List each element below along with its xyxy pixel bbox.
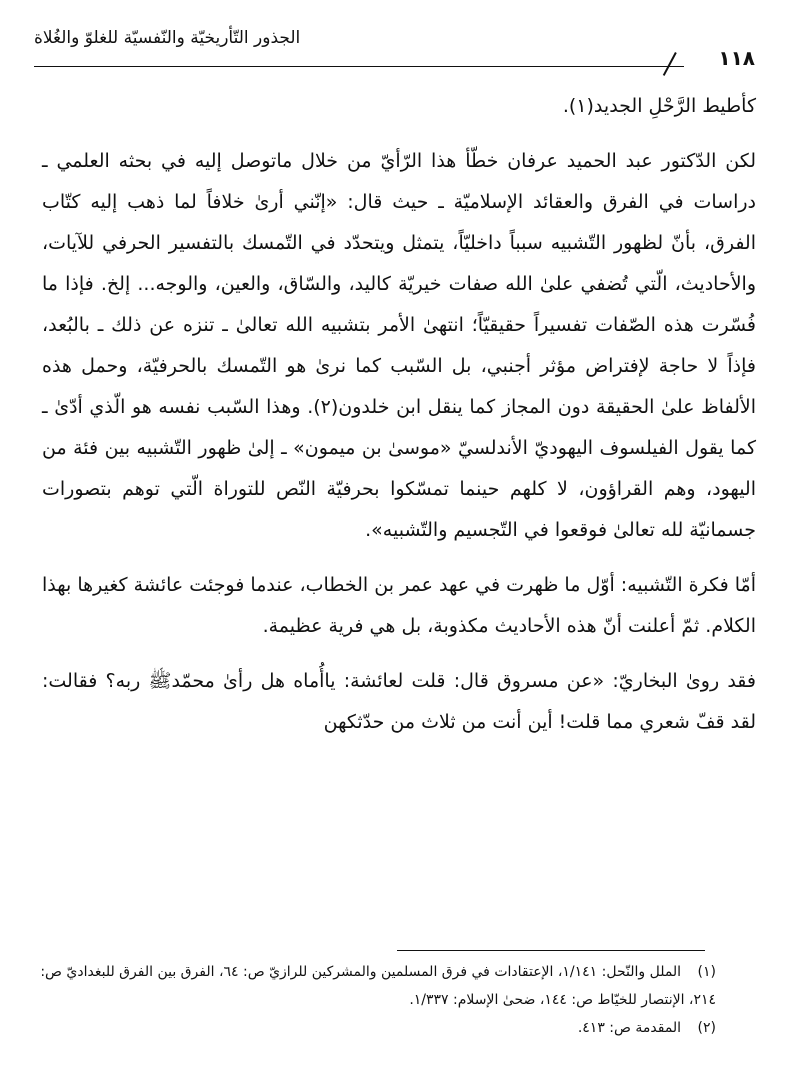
paragraph: كأطيط الرَّحْلِ الجديد(١).	[562, 95, 756, 117]
footnote-text: الملل والنّحل: ١/١٤١، الإعتقادات في فرق المسلمين والمشركين للرازيّ ص: ٦٤، الفرق بين الفرق للبغداديّ ص: ٢١٤، الإنتصار للخيّاط ص: ١٤٤، ضحىٰ الإسلام: ١/٣٣٧.	[40, 964, 716, 1008]
paragraph: أمّا فكرة التّشبيه: أوّل ما ظهرت في عهد عمر بن الخطاب، عندما فوجئت عائشة كغيرها بهذا الكلام. ثمّ أعلنت أنّ هذه الأحاديث مكذوبة، بل هي فرية عظيمة.	[42, 574, 756, 637]
page-number-slash	[663, 52, 677, 76]
paragraph: لكن الدّكتور عبد الحميد عرفان خطّأ هذا الرّأيّ من خلال ماتوصل إليه في بحثه العلمي ـ دراسات في الفرق والعقائد الإسلاميّة ـ حيث قال: «إنّني أرىٰ خلافاً لما ذهب إليه كتّاب الفرق، بأنّ لظهور التّشبيه سبباً داخليّاً، يتمثل ويتحدّد في التّمسك بالتفسير الحرفي للآيات، والأحاديث، الّتي تُضفي علىٰ الله صفات خيريّة كاليد، والسّاق، والعين، والوجه... إلخ. فإذا ما فُسّرت هذه الصّفات تفسيراً حقيقيّاً؛ انتهىٰ الأمر بتشبيه الله تعالىٰ ـ تنزه عن ذلك ـ بالبُعد، فإذاً لا حاجة لإفتراض مؤثر أجنبي، بل السّبب كما نرىٰ هو التّمسك بالحرفيّة، وحمل هذه الألفاظ علىٰ الحقيقة دون المجاز كما ينقل ابن خلدون(٢). وهذا السّبب نفسه هو الّذي أدّىٰ ـ كما يقول الفيلسوف اليهوديّ الأندلسيّ «موسىٰ بن ميمون» ـ إلىٰ ظهور التّشبيه بين فئة من اليهود، وهم القراؤون، لا كلهم حينما تمسّكوا بحرفيّة النّص للتوراة الّتي توهم بتصورات جسمانيّة لله تعالىٰ فوقعوا في التّجسيم والتّشبيه».	[42, 150, 757, 541]
footnote-rule	[397, 950, 705, 951]
footnote-text: المقدمة ص: ٤١٣.	[577, 1020, 682, 1036]
header-rule	[34, 66, 684, 67]
footnote-marker: (٢)	[697, 1020, 716, 1036]
footnote	[40, 1014, 716, 1042]
page-number-box	[669, 46, 759, 70]
page-header	[34, 22, 759, 70]
running-title: الجذور التّأريخيّة والنّفسيّة للغلوّ والغُلاة	[34, 28, 301, 48]
body-text	[42, 86, 756, 757]
paragraph: فقد روىٰ البخاريّ: «عن مسروق قال: قلت لعائشة: ياأُماه هل رأىٰ محمّدﷺ ربه؟ فقالت: لقد قفّ شعري مما قلت! أين أنت من ثلاث من حدّثكهن	[42, 670, 756, 733]
footnote-marker: (١)	[697, 964, 716, 980]
page-number: ١١٨	[718, 46, 755, 70]
footnote	[40, 958, 716, 1014]
footnotes	[40, 958, 716, 1042]
